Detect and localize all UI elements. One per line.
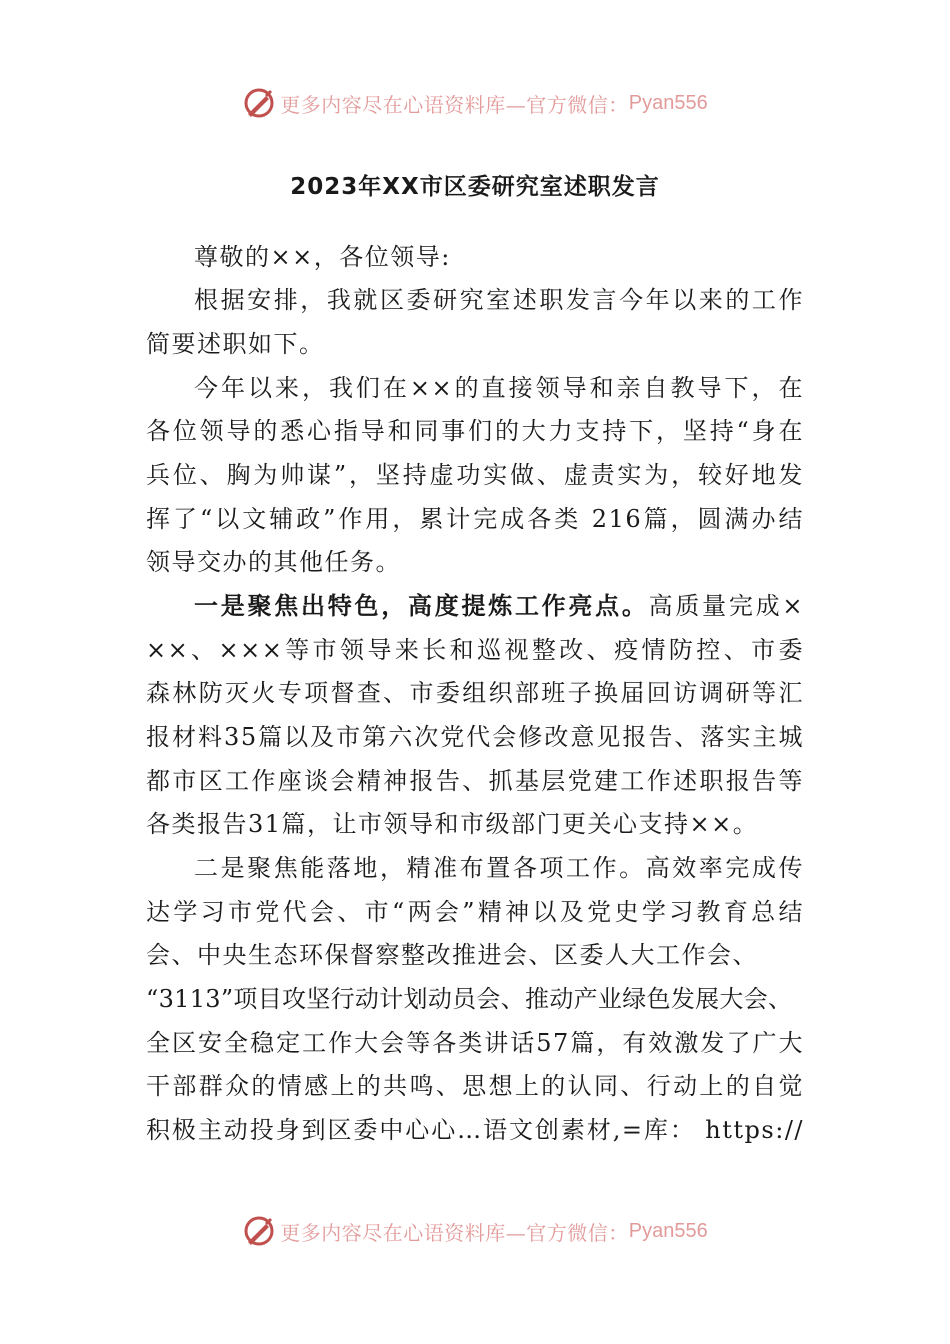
- paragraph-line: 干部群众的情感上的共鸣、思想上的认同、行动上的自觉: [146, 1072, 804, 1100]
- watermark-banner-bottom: [0, 1211, 950, 1251]
- paragraph-line: 挥了“以文辅政”作用，累计完成各类 216篇，圆满办结: [146, 505, 804, 533]
- paragraph-line: 今年以来，我们在××的直接领导和亲自教导下，在: [194, 374, 804, 402]
- paragraph-line: 二是聚焦能落地，精准布置各项工作。高效率完成传: [194, 854, 804, 882]
- paragraph-text: 高质量完成×: [648, 592, 805, 620]
- banner-text: 更多内容尽在心语资料库—官方微信：: [280, 1220, 629, 1245]
- paragraph-line: 兵位、胸为帅谋”，坚持虚功实做、虚责实为，较好地发: [146, 461, 804, 489]
- paragraph-line: 全区安全稳定工作大会等各类讲话57篇，有效激发了广大: [146, 1029, 804, 1057]
- paragraph-line: 报材料35篇以及市第六次党代会修改意见报告、落实主城: [146, 723, 804, 751]
- paragraph-line: 森林防灭火专项督查、市委组织部班子换届回访调研等汇: [146, 679, 804, 707]
- salutation: 尊敬的××，各位领导:: [194, 243, 451, 271]
- bold-lead-text: 一是聚焦出特色，高度提炼工作亮点。: [194, 592, 649, 620]
- banner-text: 更多内容尽在心语资料库—官方微信：: [280, 92, 629, 117]
- watermark-banner-top: [0, 83, 950, 123]
- paragraph-line: 各类报告31篇，让市领导和市级部门更关心支持××。: [146, 810, 759, 838]
- paragraph-line: 简要述职如下。: [146, 330, 325, 358]
- paragraph-line: 积极主动投身到区委中心心…语文创素材,=库： https://: [146, 1116, 804, 1144]
- paragraph-line: 领导交办的其他任务。: [146, 548, 401, 576]
- document-title: 2023年XX市区委研究室述职发言: [290, 174, 660, 200]
- pen-logo-icon: [242, 86, 276, 120]
- paragraph-line: 会、中央生态环保督察整改推进会、区委人大工作会、: [146, 941, 758, 969]
- paragraph-line: 都市区工作座谈会精神报告、抓基层党建工作述职报告等: [146, 767, 804, 795]
- paragraph-line: 根据安排，我就区委研究室述职发言今年以来的工作: [194, 286, 804, 314]
- paragraph-line: 各位领导的悉心指导和同事们的大力支持下，坚持“身在: [146, 417, 804, 445]
- paragraph-line: “3113”项目攻坚行动计划动员会、推动产业绿色发展大会、: [146, 985, 793, 1013]
- paragraph-line: 达学习市党代会、市“两会”精神以及党史学习教育总结: [146, 898, 804, 926]
- paragraph-line: ××、×××等市领导来长和巡视整改、疫情防控、市委: [146, 636, 804, 664]
- banner-wechat-id: Pyan556: [628, 91, 708, 114]
- banner-wechat-id: Pyan556: [628, 1219, 708, 1242]
- paragraph-line: [194, 586, 804, 626]
- pen-logo-icon: [242, 1214, 276, 1248]
